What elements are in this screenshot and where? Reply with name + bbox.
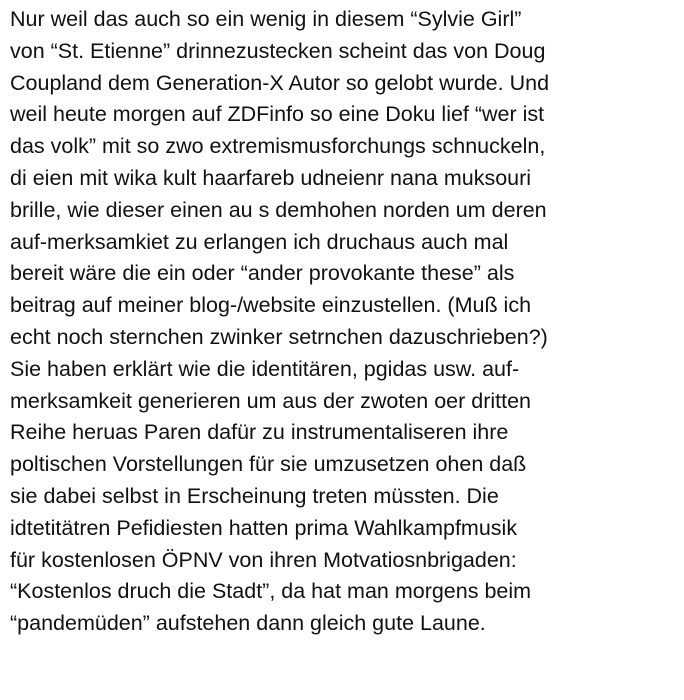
- text-line-19: “Kostenlos druch die Stadt”, da hat man morgens beim: [10, 579, 532, 604]
- text-line-8: auf-merksamkiet zu erlangen ich druchaus auch mal: [10, 229, 509, 254]
- text-line-3: Coupland dem Generation-X Autor so gelobt wurde. Und: [10, 70, 550, 95]
- text-line-1: Nur weil das auch so ein wenig in diesem “Sylvie Girl”: [10, 7, 522, 31]
- text-line-16: sie dabei selbst in Erscheinung treten müssten. Die: [10, 483, 499, 508]
- text-line-6: di eien mit wika kult haarfareb udneienr nana muksouri: [10, 165, 532, 190]
- text-line-4: weil heute morgen auf ZDFinfo so eine Doku lief “wer ist: [10, 102, 545, 127]
- text-line-10: beitrag auf meiner blog-/website einzustellen. (Muß ich: [10, 293, 532, 318]
- text-line-17: idtetitätren Pefidiesten hatten prima Wahlkampfmusik: [10, 515, 518, 540]
- text-line-12: Sie haben erklärt wie die identitären, pgidas usw. auf-: [10, 356, 520, 381]
- text-line-18: für kostenlosen ÖPNV von ihren Motvatiosnbrigaden:: [10, 547, 517, 572]
- document-body: [10, 4, 678, 640]
- text-line-5: das volk” mit so zwo extremismusforchungs schnuckeln,: [10, 134, 546, 159]
- text-line-9: bereit wäre die ein oder “ander provokante these” als: [10, 261, 515, 286]
- text-line-14: Reihe heruas Paren dafür zu instrumentaliseren ihre: [10, 420, 509, 445]
- text-line-13: merksamkeit generieren um aus der zwoten oer dritten: [10, 388, 532, 413]
- text-line-11: echt noch sternchen zwinker setrnchen dazuschrieben?): [10, 324, 548, 349]
- text-line-15: poltischen Vorstellungen für sie umzusetzen ohen daß: [10, 452, 527, 477]
- text-line-2: von “St. Etienne” drinnezustecken scheint das von Doug: [10, 38, 546, 63]
- text-line-7: brille, wie dieser einen au s demhohen norden um deren: [10, 197, 547, 222]
- text-line-20: “pandemüden” aufstehen dann gleich gute Laune.: [10, 611, 486, 636]
